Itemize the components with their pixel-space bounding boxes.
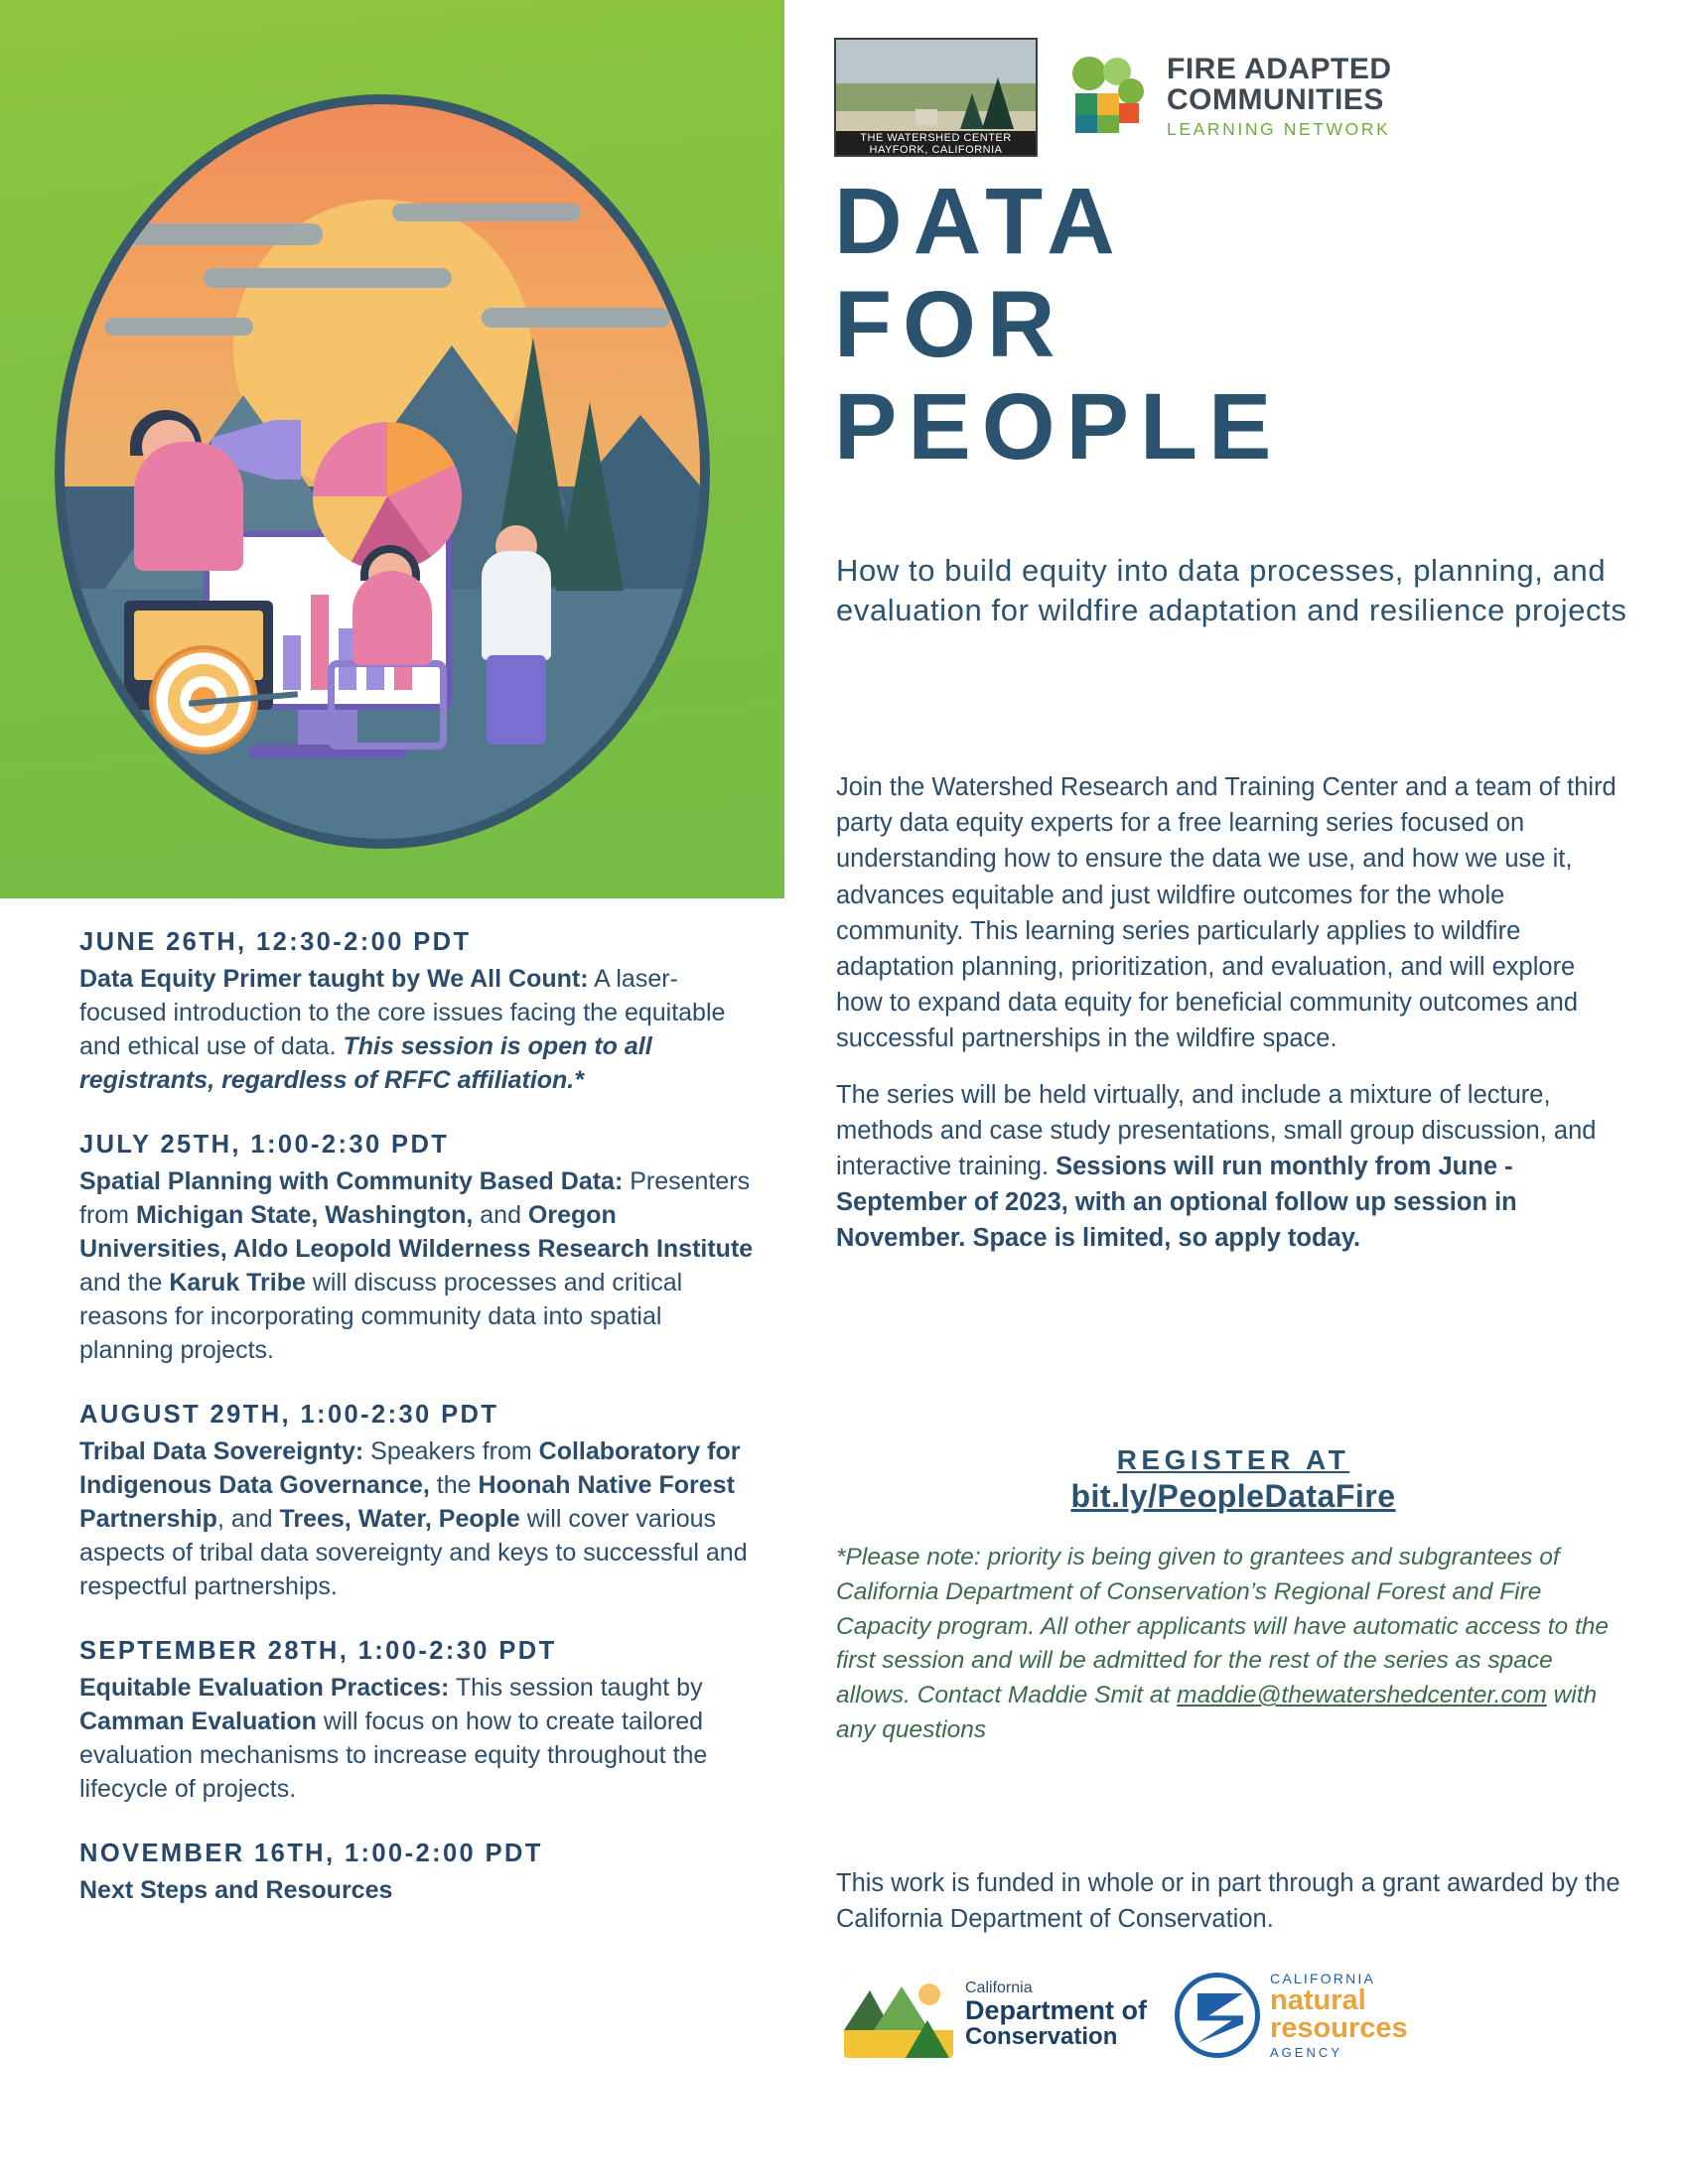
fac-emblem-icon — [1059, 52, 1151, 143]
fac-logo-line1: FIRE ADAPTED — [1167, 52, 1392, 85]
session-org: Collaboratory for Indigenous Data Governance, — [79, 1437, 741, 1499]
cnra-line-2: resources — [1270, 2012, 1408, 2045]
chart-bar — [311, 595, 329, 690]
tree-icon — [982, 77, 1014, 129]
cloud-icon — [204, 268, 452, 288]
fac-logo-line2: COMMUNITIES — [1167, 82, 1384, 116]
funding-statement: This work is funded in whole or in part through a grant awarded by the California Department of Conservation. — [836, 1869, 1620, 1933]
title-line-3: PEOPLE — [834, 374, 1283, 480]
session-description — [79, 1671, 755, 1806]
intro-body — [836, 769, 1620, 1277]
header-logos — [834, 38, 1392, 157]
session-text: will focus on how to create tailored evaluation mechanisms to increase equity throughout the lifecycle of projects. — [79, 1707, 708, 1803]
session-title: Tribal Data Sovereignty: — [79, 1437, 364, 1465]
person-figure — [134, 442, 243, 571]
person-legs — [487, 655, 546, 745]
dept-line-2: Conservation — [965, 2023, 1118, 2051]
session-description — [79, 1434, 755, 1603]
dept-line-1: Department of — [965, 1995, 1148, 2026]
intro-paragraph-2 — [836, 1077, 1620, 1257]
cnra-line-0: CALIFORNIA — [1270, 1971, 1376, 1986]
session-date: SEPTEMBER 28TH, 1:00-2:30 PDT — [79, 1637, 557, 1665]
illustration-oval — [55, 94, 710, 849]
session-org: Trees, Water, People — [279, 1505, 520, 1533]
session-title: Next Steps and Resources — [79, 1876, 393, 1904]
session-org: Camman Evaluation — [79, 1707, 317, 1735]
watershed-logo-location: HAYFORK, CALIFORNIA — [869, 144, 1003, 156]
contact-email-link[interactable]: maddie@thewatershedcenter.com — [1177, 1682, 1547, 1709]
session-org: Karuk Tribe — [169, 1269, 306, 1297]
note-text-after: with any questions — [836, 1682, 1598, 1743]
tree-icon — [960, 93, 984, 129]
session-org: Oregon Universities, Aldo Leopold Wilderness Research Institute — [79, 1201, 754, 1263]
right-column — [814, 0, 1688, 2184]
session-text: will discuss processes and critical reasons for incorporating community data into spatial planning projects. — [79, 1269, 683, 1364]
note-text-before: *Please note: priority is being given to grantees and subgrantees of California Department of Conservation’s Regional Forest and Fire Capacity program. All other applicants will have automatic access to the first session and will be admitted for the rest of the series as space allows. Contact Maddie Smit at — [836, 1544, 1610, 1709]
session-org: Hoonah Native Forest Partnership — [79, 1471, 735, 1533]
intro-paragraph-2-bold: Sessions will run monthly from June - September of 2023, with an optional follow up session in November. Space is limited, so apply today. — [836, 1153, 1517, 1253]
session-date: AUGUST 29TH, 1:00-2:30 PDT — [79, 1401, 499, 1429]
person-figure — [482, 551, 551, 660]
session-text: and — [473, 1201, 528, 1229]
left-column — [0, 0, 784, 2184]
priority-note — [836, 1541, 1620, 1748]
dept-line-0: California — [965, 1979, 1033, 1997]
chair-icon — [328, 660, 447, 750]
session-description — [79, 962, 755, 1097]
watershed-logo-caption — [836, 131, 1036, 155]
session-emphasis: This session is open to all registrants, regardless of RFFC affiliation.* — [79, 1032, 652, 1094]
intro-paragraph-2-normal: The series will be held virtually, and include a mixture of lecture, methods and case study presentations, small group discussion, and interactive training. — [836, 1080, 1597, 1181]
watershed-center-logo — [834, 38, 1038, 157]
session-text: will cover various aspects of tribal data sovereignty and keys to successful and respectful partnerships. — [79, 1505, 748, 1600]
session-date: JULY 25TH, 1:00-2:30 PDT — [79, 1131, 450, 1159]
data-illustration — [55, 94, 710, 849]
chart-bar — [283, 635, 301, 690]
conifer-tree-icon — [556, 402, 624, 591]
cnra-logo-text — [1270, 1971, 1408, 2060]
cloud-icon — [392, 204, 581, 221]
session-item — [79, 1131, 755, 1367]
session-text: A laser-focused introduction to the core issues facing the equitable and ethical use of data. — [79, 965, 726, 1060]
cnra-line-1: natural — [1270, 1984, 1366, 2016]
page-subtitle: How to build equity into data processes, planning, and evaluation for wildfire adaptation and resilience projects — [836, 553, 1627, 628]
intro-paragraph-1: Join the Watershed Research and Training Center and a team of third party data equity experts for a free learning series focused on understanding how to ensure the data we use, and how we use it, advances equitable and just wildfire outcomes for the whole community. This learning series particularly applies to wildfire adaptation planning, prioritization, and evaluation, and will explore how to expand data equity for beneficial community outcomes and successful partnerships in the wildfire space. — [836, 773, 1617, 1053]
session-text: Presenters from — [79, 1167, 751, 1229]
session-date: NOVEMBER 16TH, 1:00-2:00 PDT — [79, 1840, 543, 1867]
session-item — [79, 1401, 755, 1603]
cloud-icon — [124, 223, 323, 245]
session-item — [79, 1840, 755, 1907]
session-title: Data Equity Primer taught by We All Count: — [79, 965, 589, 993]
fac-learning-network-logo — [1059, 52, 1392, 143]
register-block[interactable] — [836, 1444, 1630, 1515]
session-title: Spatial Planning with Community Based Data: — [79, 1167, 624, 1195]
cnra-line-3: AGENCY — [1270, 2044, 1342, 2060]
session-list — [79, 928, 755, 1941]
dept-logo-text — [965, 1980, 1147, 2050]
cabin-icon — [915, 109, 937, 125]
dept-of-conservation-logo — [844, 1973, 1147, 2058]
watershed-logo-name: THE WATERSHED CENTER — [860, 132, 1012, 144]
title-line-1: DATA — [834, 169, 1126, 274]
session-text: Speakers from — [363, 1437, 539, 1465]
register-label: REGISTER AT — [1116, 1444, 1350, 1475]
session-org: Michigan State, Washington, — [135, 1201, 474, 1229]
session-description — [79, 1164, 755, 1367]
session-date: JUNE 26TH, 12:30-2:00 PDT — [79, 928, 472, 956]
dept-emblem-icon — [844, 1973, 953, 2058]
fac-logo-line3: LEARNING NETWORK — [1167, 119, 1391, 140]
page-title — [834, 171, 1688, 479]
session-text: , and — [216, 1505, 280, 1533]
person-figure — [352, 571, 432, 665]
session-item — [79, 1637, 755, 1806]
register-url[interactable]: bit.ly/PeopleDataFire — [1070, 1478, 1396, 1514]
session-text: the — [429, 1471, 479, 1499]
session-item — [79, 928, 755, 1097]
session-title: Equitable Evaluation Practices: — [79, 1674, 450, 1702]
session-description — [79, 1873, 755, 1907]
title-line-2: FOR — [834, 271, 1066, 377]
footer-logos — [844, 1971, 1408, 2060]
cnra-logo — [1175, 1971, 1408, 2060]
fac-logo-text — [1167, 52, 1392, 140]
session-text: and the — [79, 1269, 170, 1297]
session-text: This session taught by — [449, 1674, 703, 1702]
cnra-emblem-icon — [1175, 1973, 1260, 2058]
